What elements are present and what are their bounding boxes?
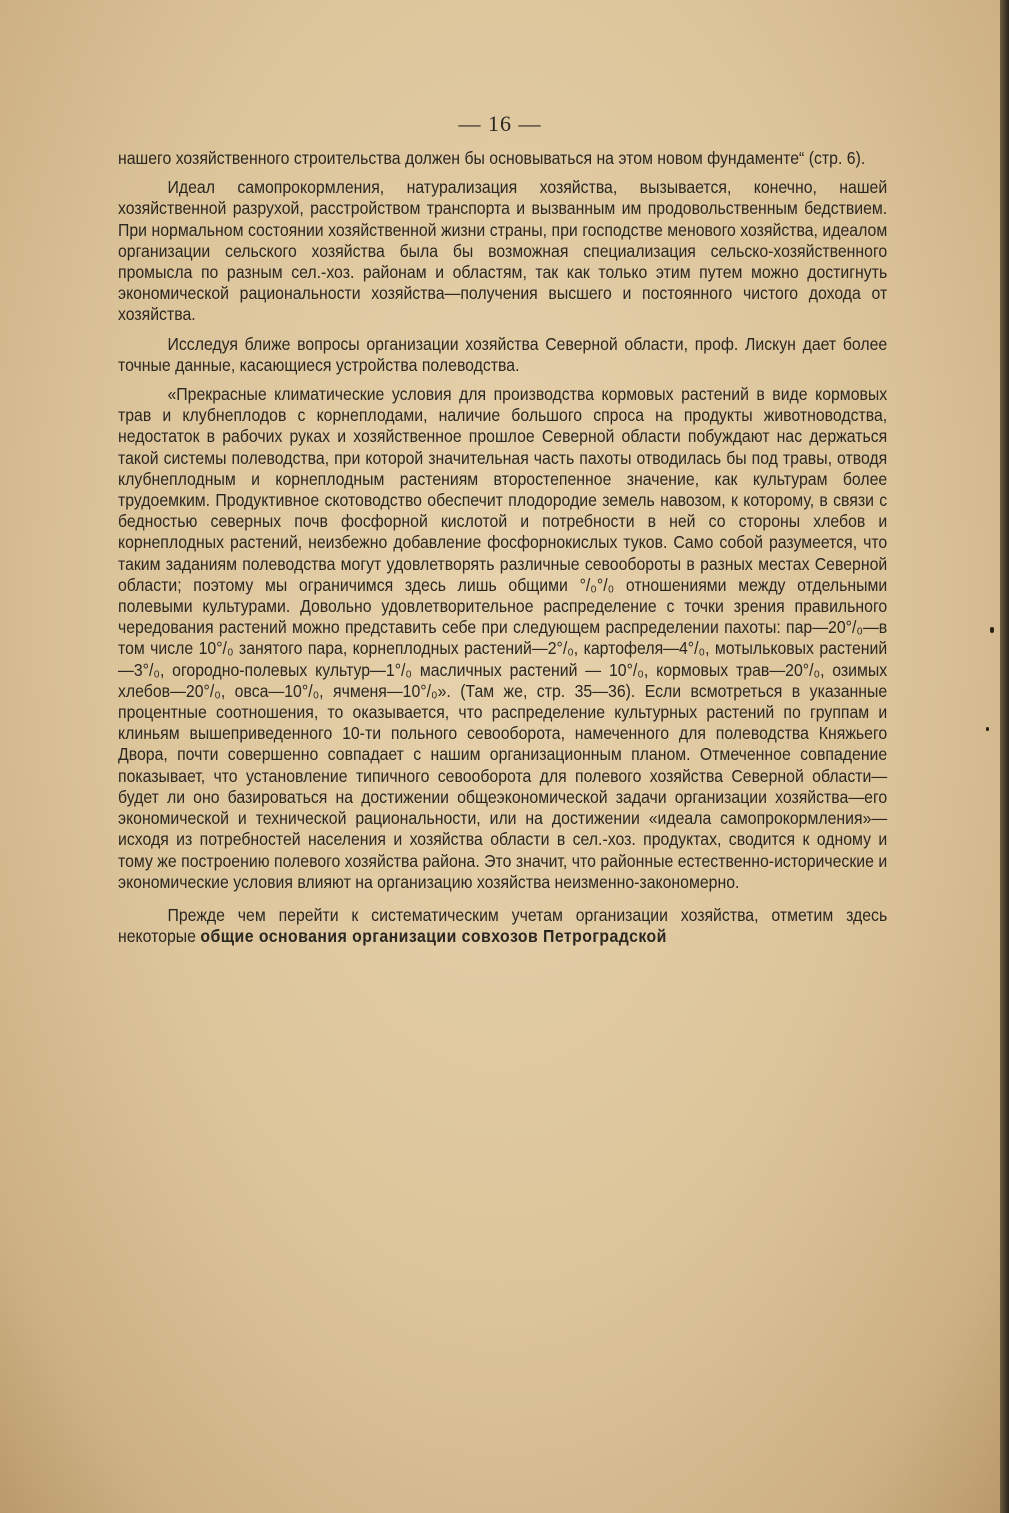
paragraph-sovkhoz-basis (118, 905, 887, 947)
page-number: — 16 — (458, 111, 542, 136)
paper-speck (990, 627, 994, 633)
body-text (118, 148, 888, 955)
paragraph-liskun-intro: Исследуя ближе вопросы организации хозяйства Северной области, проф. Лискун дает более точные данные, касающиеся устройства полеводства. (118, 333, 888, 375)
paragraph-lead-text: Прежде чем перейти к систематическим учетам организации хозяйства, отметим здесь некоторые (118, 904, 888, 947)
paper-speck (986, 727, 989, 731)
bold-heading-text: общие основания организации совхозов Петроградской (200, 926, 667, 947)
paragraph-liskun-quote: «Прекрасные климатические условия для производства кормовых растений в виде кормовых трав и клубнеплодов с корнеплодами, наличие большого спроса на продукты животноводства, недостаток в рабочих руках и хозяйственное прошлое Северной области побуждают нас держаться такой системы полеводства, при которой значительная часть пахоты отводилась бы под травы, отводя клубнеплодным и корнеплодным растениям второстепенное значение, как культурам более трудоемким. Продуктивное скотоводство обеспечит плодородие земель навозом, к которому, в связи с бедностью северных почв фосфорной кислотой и потребности в ней со стороны хлебов и корнеплодных растений, неизбежно добавление фосфорнокислых туков. Само собой разумеется, что таким заданиям полеводства могут удовлетворять различные севообороты в разных местах Северной области; поэтому мы ограничимся здесь лишь общими °/₀°/₀ отношениями между отдельными полевыми культурами. Довольно удовлетворительное распределение с точки зрения правильного чередования растений можно представить себе при следующем распределении пахоты: пар—20°/₀—в том числе 10°/₀ занятого пара, корнеплодных растений—2°/₀, картофеля—4°/₀, мотыльковых растений—3°/₀, огородно-полевых культур—1°/₀ масличных растений — 10°/₀, кормовых трав—20°/₀, озимых хлебов—20°/₀, овса—10°/₀, ячменя—10°/₀». (Там же, стр. 35—36). Если всмотреться в указанные процентные соотношения, то оказывается, что распределение культурных растений по группам и клиньям вышеприведенного 10-ти польного севооборота, намеченного для полеводства Княжьего Двора, почти совершенно совпадает с нашим организационным планом. Отмеченное совпадение показывает, что установление типичного севооборота для полевого хозяйства Северной области—будет ли оно базироваться на достижении общеэкономической задачи организации хозяйства—его экономической и технической рациональности, или на достижении «идеала самопрокормления»—исходя из потребностей населения и хозяйства области в сел.-хоз. продуктах, сводится к одному и тому же построению полевого хозяйства района. Это значит, что районные естественно-исторические и экономические условия влияют на организацию хозяйства неизменно-закономерно. (118, 384, 888, 892)
page-edge-shadow (1000, 0, 1009, 1513)
paragraph-self-sufficiency-ideal: Идеал самопрокормления, натурализация хозяйства, вызывается, конечно, нашей хозяйственной разрухой, расстройством транспорта и вызванным им продовольственным бедствием. При нормальном состоянии хозяйственной жизни страны, при господстве менового хозяйства, идеалом организации сельского хозяйства была бы возможная специализация сельско-хозяйственного промысла по разным сел.-хоз. районам и областям, так как только этим путем можно достигнуть экономической рациональности хозяйства—получения высшего и постоянного чистого дохода от хозяйства. (118, 177, 888, 325)
paragraph-continuation: нашего хозяйственного строительства должен бы основываться на этом новом фундаменте“ (стр. 6). (118, 148, 866, 168)
